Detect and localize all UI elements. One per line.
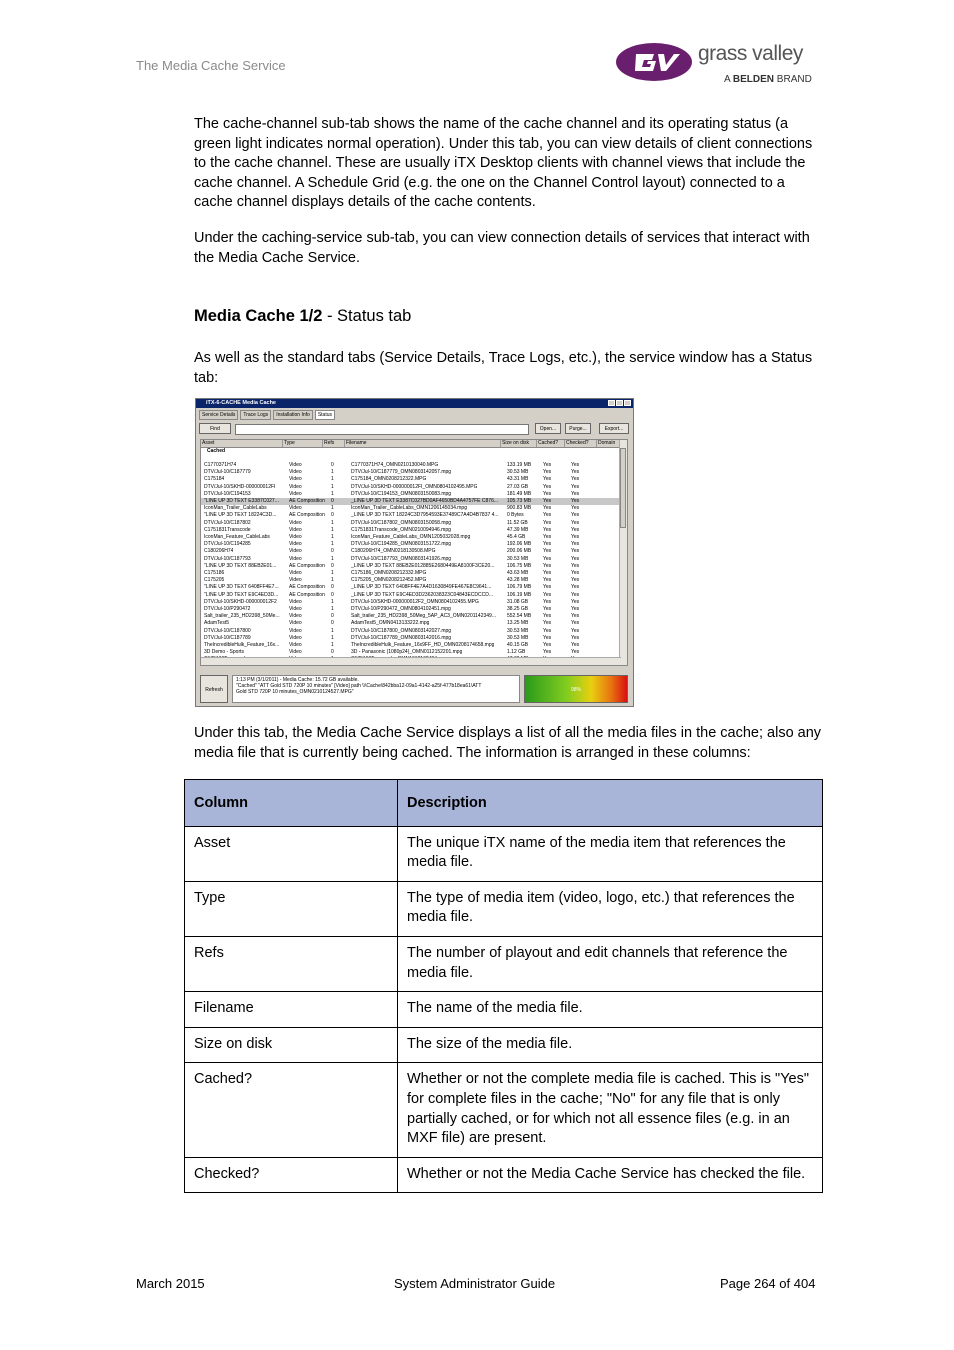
grid-row[interactable] [201,476,621,483]
grid-cell: Yes [571,519,580,526]
grid-cell: Yes [571,483,580,490]
grid-cell: C175205_OMN0208212452.MPG [351,577,427,584]
status-area [200,675,628,703]
log-line: Gold STD 720P 10 minutes_OMN0210124527.MPG" [236,689,354,695]
grid-cell: 0 [331,498,334,504]
grid-cell: 38.25 GB [507,606,529,612]
grid-cell: 1 [331,469,334,476]
grid-row[interactable] [201,563,621,570]
tab-trace-logs[interactable]: Trace Logs [240,410,271,420]
grid-cell: 106.79 MB [507,584,532,591]
column-description-cell: The name of the media file. [398,992,823,1028]
grid-cell: "LINE UP 3D TEXT E9C4ED3D... [204,591,279,598]
grid-cell: Video [289,598,302,605]
table-header-row [185,780,823,827]
column-name-cell: Type [185,881,398,936]
window-controls [608,400,631,406]
grid-cell: 40.15 GB [507,642,529,648]
horizontal-scrollbar[interactable] [201,657,621,665]
grid-cell: "LINE UP 3D TEXT 18224C3D... [204,512,277,519]
grid-cell: 1 [331,534,334,540]
grid-cell: Video [289,642,302,648]
grid-cell: 1 [331,642,334,648]
grid-row[interactable] [201,527,621,534]
grid-cell: 0 [331,584,334,591]
find-button[interactable]: Find [199,423,231,434]
grid-row[interactable] [201,520,621,527]
grid-cell: AE Composition [289,591,325,598]
grid-cell: "LINE UP 3D TEXT 88EB2E01... [204,562,277,569]
header-description: Description [398,780,823,827]
grid-cell: Yes [543,469,552,476]
open-button[interactable]: Open... [535,423,561,434]
grid-row[interactable] [201,635,621,642]
grid-cell: TheIncredibleHulk_Feature_16x... [204,642,280,648]
grid-cell: C180206H74 [204,548,234,555]
grid-cell: 0 Bytes [507,512,524,519]
close-icon[interactable] [624,400,631,406]
grid-cell: IconMan_Feature_CableLabs [204,534,270,540]
grid-cell: _LINE UP 3D TEXT 88EB2E012885E2680449EA8100F3CE20... [351,562,495,569]
grid-cell: Yes [543,519,552,526]
grid-cell: DTV/Jul-10/SKHD-000000012FI [204,483,276,490]
grid-row[interactable] [201,498,621,505]
col-header-cached[interactable]: Cached? [537,440,565,447]
grid-cell: Yes [543,591,552,598]
grid-cell: Yes [543,584,552,591]
grid-row[interactable] [201,541,621,548]
grid-row[interactable] [201,592,621,599]
grid-cell: DTV/Jul-10/C187793_OMN0803141926.mpg [351,555,452,562]
grid-cell: 106.19 MB [507,591,532,598]
grid-cell: 0 [331,620,334,627]
section-heading: Media Cache 1/2 - Status tab [194,307,412,325]
grid-cell: 43.31 MB [507,476,529,483]
grid-cell: AdamTest5 [204,620,230,627]
grid-cell: Yes [571,562,580,569]
grid-cell: 0 [331,613,334,620]
grid-cell: 1.12 GB [507,649,526,656]
grid-cell: 1 [331,634,334,641]
grid-cell: 1 [331,570,334,576]
log-line: 1:13 PM (3/1/2011) - Media Cache: 15.72 GB available. [236,677,359,683]
table-row [185,881,823,936]
grid-cell: 11.52 GB [507,519,528,526]
grid-cell: DTV/Jul-10/SKHD-000000012FI_OMN0804102495.MPG [351,483,478,490]
grid-cell: 27.03 GB [507,483,529,490]
grid-cell: Yes [543,620,552,627]
grid-cell: Yes [543,490,552,497]
grid-cell: Yes [543,649,552,656]
table-row [185,1157,823,1193]
grid-row[interactable] [201,484,621,491]
export-button[interactable]: Export... [599,423,629,434]
cache-usage-meter: 98% [524,675,628,703]
column-name-cell: Checked? [185,1157,398,1193]
grid-cell: Yes [571,649,580,656]
col-header-type[interactable]: Type [283,440,323,447]
column-description-cell: Whether or not the Media Cache Service has checked the file. [398,1157,823,1193]
grid-cell: 30.53 MB [507,469,529,476]
grid-cell: "LINE UP 3D TEXT E3387C027... [204,498,279,504]
paragraph-caching-service: Under the caching-service sub-tab, you can view connection details of services that interact with the Media Cache Service. [194,230,810,266]
grid-cell: _LINE UP 3D TEXT E9C4ED3D2362038323C04843ECDCCD... [351,591,494,598]
grid-row[interactable] [201,548,621,555]
grid-cell: 181.49 MB [507,490,532,497]
column-name-cell: Asset [185,826,398,881]
grid-row[interactable] [201,584,621,591]
grid-cell: Video [289,476,302,483]
grid-cell: Video [289,627,302,634]
grid-cell: "LINE UP 3D TEXT 6408FF4E7... [204,584,279,591]
grid-cell: Video [289,620,302,627]
column-description-cell: The size of the media file. [398,1027,823,1063]
grid-cell: DTV/Jul-10/C187802_OMN0803150058.mpg [351,519,452,526]
grid-cell: IconMan_Trailer_CableLabs_OMN1206145034.mpg [351,505,467,512]
grid-cell: 45.4 GB [507,534,526,540]
grid-cell: 30.53 MB [507,634,529,641]
column-description-cell: The type of media item (video, logo, etc.) that references the media file. [398,881,823,936]
grid-cell: Yes [543,570,552,576]
grid-cell: Yes [543,483,552,490]
grid-cell: Video [289,462,302,468]
grid-row[interactable] [201,469,621,476]
column-description-cell: The unique iTX name of the media item that references the media file. [398,826,823,881]
grid-cell: 1 [331,606,334,612]
grid-cell: DTV/Jul-10/C187789_OMN0803142016.mpg [351,634,452,641]
column-name-cell: Filename [185,992,398,1028]
grid-cell: 106.75 MB [507,562,532,569]
grid-cell: Yes [571,490,580,497]
grid-cell: 1 [331,555,334,562]
grid-cell: Yes [571,584,580,591]
status-log [232,675,520,703]
grid-cell: 13.25 MB [507,620,529,627]
grid-cell: 30.53 MB [507,627,529,634]
grid-row[interactable] [201,606,621,613]
grid-row[interactable] [201,577,621,584]
grid-cell: Yes [543,613,552,620]
col-header-domain[interactable]: Domain [597,440,621,447]
tab-service-details[interactable]: Service Details [199,410,238,420]
grid-cell: 0 [331,562,334,569]
window-tabs [199,410,335,420]
grid-cell: C175205 [204,577,225,584]
grid-cell: 1 [331,541,334,548]
grid-cell: DTV/Jul-10/C187800_OMN0803142027.mpg [351,627,452,634]
media-cache-window-screenshot [195,398,634,707]
log-line: "Cached" "ATT Gold STD 720P 10 minutes" [Video] path \\\Cache\842bba12-09a1-4142-a25f-477b18ea61\ATT [236,683,482,689]
grid-cell: 0 [331,548,334,555]
grid-cell: Video [289,526,302,533]
grid-row[interactable] [201,512,621,519]
maximize-icon[interactable] [616,400,623,406]
scroll-thumb[interactable] [620,448,626,528]
columns-table-body [185,826,823,1193]
grid-cell: C180206H74_OMN0218130508.MPG [351,548,436,555]
grid-cell: 43.28 MB [507,577,529,584]
refresh-button[interactable]: Refresh [200,675,228,703]
grid-cell: Yes [543,541,552,548]
footer-page-number: Page 264 of 404 [720,1276,816,1291]
grid-cell: C1751831Transcode_OMN0210094946.mpg [351,526,451,533]
grid-cell: C1770371H74 [204,462,237,468]
grid-cell: Yes [543,577,552,584]
grid-cell: _LINE UP 3D TEXT 6408FF4E7A4D1630849FE467E8C9641... [351,584,492,591]
table-row [185,1027,823,1063]
header-section-title: The Media Cache Service [136,58,286,73]
logo-tagline: A BELDEN BRAND [724,74,812,85]
grid-cell: AdamTest5_OMN0413133222.mpg [351,620,430,627]
window-title: iTX-6-CACHE Media Cache [206,400,276,406]
tab-installation-info[interactable]: Installation Info [273,410,313,420]
grid-cell: Yes [571,634,580,641]
grid-cell: 3D - Panasonic (1080p24)_OMN0112152201.mpg [351,649,463,656]
table-row [185,936,823,991]
grid-cell: DTV/Jul-10/C194285 [204,541,251,548]
grid-cell: Yes [571,577,580,584]
grid-cell: Yes [543,634,552,641]
tab-status[interactable]: Status [315,410,335,420]
grid-cell: C175184 [204,476,225,483]
grid-cell: 0 [331,649,334,656]
grid-cell: TheIncredibleHulk_Feature_16x9FF_HD_OMN0208174658.mpg [351,642,495,648]
minimize-icon[interactable] [608,400,615,406]
grid-cell: Video [289,649,302,656]
grid-cell: 1 [331,490,334,497]
grid-row[interactable] [201,649,621,656]
paragraph-status-tab-intro: As well as the standard tabs (Service Details, Trace Logs, etc.), the service window has a Status tab: [194,350,813,386]
grid-cell: 0 [331,462,334,468]
find-input[interactable] [235,424,529,435]
grid-row[interactable] [201,620,621,627]
grid-cell: Yes [543,548,552,555]
grid-row[interactable] [201,642,621,649]
grid-cell: Yes [571,548,580,555]
column-name-cell: Refs [185,936,398,991]
grid-cell: 30.53 MB [507,555,529,562]
grid-cell: 1 [331,598,334,605]
grid-row[interactable] [201,613,621,620]
grid-cell: Video [289,606,302,612]
grid-cell: Video [289,534,302,540]
grid-cell: 1 [331,505,334,512]
grid-cell: Yes [571,591,580,598]
grid-cell: Video [289,577,302,584]
grid-cell: AE Composition [289,498,325,504]
grid-cell: Video [289,613,302,620]
col-header-asset[interactable]: Asset [201,440,283,447]
grid-cell: 1 [331,577,334,584]
table-row [185,992,823,1028]
grid-cell: DTV/Jul-10/C187802 [204,519,251,526]
grid-cell: Salt_trailer_235_HD2398_50Me... [204,613,280,620]
grid-cell: Yes [543,526,552,533]
column-description-cell: Whether or not the complete media file is cached. This is "Yes" for complete files in the cache; "No" for any file that is only partially cached, or for which not all essence files (e.g. in an MXF file) are present. [398,1063,823,1157]
grid-cell: Yes [571,462,580,468]
grid-cell: Yes [571,613,580,620]
grid-cell: AE Composition [289,512,325,519]
grid-row[interactable] [201,570,621,577]
grid-cell: Yes [543,598,552,605]
grid-cell: Yes [543,505,552,512]
toolbar [199,423,630,435]
col-header-filename[interactable]: Filename [345,440,501,447]
grid-cell: 0 [331,591,334,598]
media-file-grid[interactable] [200,439,628,666]
grid-cell: Yes [571,498,580,504]
grid-cell: DTV/Jul-10/SKHD-000000012F2_OMN0804102455.MPG [351,598,479,605]
grid-cell: DTV/Jul-10/C194153 [204,490,251,497]
grid-cell: 31.08 GB [507,598,529,605]
grid-cell: DTV/Jul-10/C187793 [204,555,251,562]
grid-cell: DTV/Jul-10/C194153_OMN0803150083.mpg [351,490,452,497]
grid-cell: Yes [571,526,580,533]
grid-cell: 43.63 MB [507,570,529,576]
grid-cell: Yes [543,562,552,569]
grid-cell: 1 [331,526,334,533]
grid-cell: Yes [543,462,552,468]
grid-cell: 552.54 MB [507,613,532,620]
grid-cell: Yes [571,534,580,540]
grid-cell: DTV/Jul-10/C187779_OMN0803142057.mpg [351,469,452,476]
grid-cell: Yes [571,620,580,627]
paragraph-columns-intro: Under this tab, the Media Cache Service displays a list of all the media files in the cache; also any media file that is currently being cached. The information is arranged in these columns: [194,725,822,761]
grid-cell: _LINE UP 3D TEXT E3387C027BD0AF4650BD4A4757FE C876... [351,498,499,504]
grid-cell: IconMan_Trailer_CableLabs [204,505,267,512]
grid-cell: Yes [571,606,580,612]
group-label-cached: Cached [207,448,226,454]
grid-cell: AE Composition [289,562,325,569]
grid-row[interactable] [201,491,621,498]
grid-cell: C1770371H74_OMN0210130040.MPG [351,462,439,468]
grid-cell: DTV/Jul-10/C187789 [204,634,251,641]
window-title-bar [196,399,633,408]
grid-row[interactable] [201,505,621,512]
grid-cell: Yes [571,555,580,562]
grid-cell: Yes [571,627,580,634]
paragraph-cache-channel: The cache-channel sub-tab shows the name of the cache channel and its operating status (a green light indicates normal operation). Under this tab, you can view details of client connections to the cache channel. These are usually iTX Desktop clients with channel views that include the cache channel. A Schedule Grid (e.g. the one on the Channel Control layout) connected to a cache channel displays details of the cache contents. [194,116,813,211]
grid-row[interactable] [201,628,621,635]
grid-cell: Video [289,634,302,641]
grid-cell: 133.19 MB [507,462,532,468]
grid-cell: 1 [331,519,334,526]
grid-cell: 900.83 MB [507,505,532,512]
grid-cell: Yes [543,476,552,483]
grid-cell: C175186_OMN0208212332.MPG [351,570,427,576]
column-name-cell: Size on disk [185,1027,398,1063]
grid-header [201,440,621,448]
grid-cell: C1751831Transcode [204,526,251,533]
grid-cell: Yes [571,469,580,476]
header-column: Column [185,780,398,827]
gv-logo-icon [616,40,696,84]
grid-cell: Yes [571,570,580,576]
grid-cell: Yes [543,627,552,634]
grid-cell: DTV/Jul-10/P290472 [204,606,251,612]
grid-cell: Yes [543,512,552,519]
grid-cell: AE Composition [289,584,325,591]
grid-cell: 47.39 MB [507,526,529,533]
grid-cell: Video [289,541,302,548]
vertical-scrollbar[interactable] [619,440,627,666]
col-header-checked[interactable]: Checked? [565,440,597,447]
grid-cell: C175184_OMN0208212322.MPG [351,476,427,483]
grid-cell: Video [289,555,302,562]
grid-cell: Yes [571,642,580,648]
grid-cell: Yes [543,498,552,504]
grass-valley-logo [616,38,821,90]
grid-cell: Salt_trailer_235_HD2398_50Meg_5AP_AC3_OMN0201142349... [351,613,497,620]
grid-cell: Yes [571,512,580,519]
grid-cell: 200.06 MB [507,548,532,555]
grid-cell: DTV/Jul-10/C187800 [204,627,251,634]
grid-cell: Yes [571,476,580,483]
grid-cell: DTV/Jul-10/P290472_OMN0804102451.mpg [351,606,451,612]
grid-cell: Video [289,548,302,555]
footer-date: March 2015 [136,1276,205,1291]
grid-cell: C175186 [204,570,225,576]
grid-cell: Yes [571,505,580,512]
grid-row[interactable] [201,599,621,606]
column-description-cell: The number of playout and edit channels that reference the media file. [398,936,823,991]
grid-cell: DTV/Jul-10/SKHD-000000012F2 [204,598,277,605]
grid-cell: 192.06 MB [507,541,532,548]
logo-wordmark: grass valley [698,42,803,65]
column-name-cell: Cached? [185,1063,398,1157]
grid-cell: Yes [543,555,552,562]
table-row [185,1063,823,1157]
grid-cell: Video [289,570,302,576]
grid-cell: 3D Demo - Sports [204,649,245,656]
grid-cell: DTV/Jul-10/C194285_OMN0803151722.mpg [351,541,452,548]
grid-cell: DTV/Jul-10/C187779 [204,469,251,476]
grid-cell: 1 [331,627,334,634]
purge-button[interactable]: Purge... [565,423,591,434]
grid-cell: Yes [543,534,552,540]
grid-cell: IconMan_Feature_CableLabs_OMN1205032028.mpg [351,534,471,540]
grid-cell: 105.73 MB [507,498,532,504]
columns-table [184,779,823,1193]
col-header-size[interactable]: Size on disk [501,440,537,447]
grid-cell: Yes [571,541,580,548]
grid-cell: Video [289,505,302,512]
grid-row[interactable] [201,556,621,563]
footer-doc-title: System Administrator Guide [394,1276,556,1291]
grid-cell: _LINE UP 3D TEXT 18224C3D7954593E37489C7A4D4B7837 4... [351,512,499,519]
grid-cell: Yes [543,642,552,648]
col-header-refs[interactable]: Refs [323,440,345,447]
grid-cell: Video [289,490,302,497]
grid-row[interactable] [201,462,621,469]
grid-row[interactable] [201,534,621,541]
grid-cell: Yes [543,606,552,612]
grid-cell: Video [289,519,302,526]
grid-cell: 1 [331,483,334,490]
grid-cell: Video [289,469,302,476]
table-row [185,826,823,881]
grid-cell: 0 [331,512,334,519]
grid-cell: Video [289,483,302,490]
grid-cell: 1 [331,476,334,483]
grid-cell: Yes [571,598,580,605]
